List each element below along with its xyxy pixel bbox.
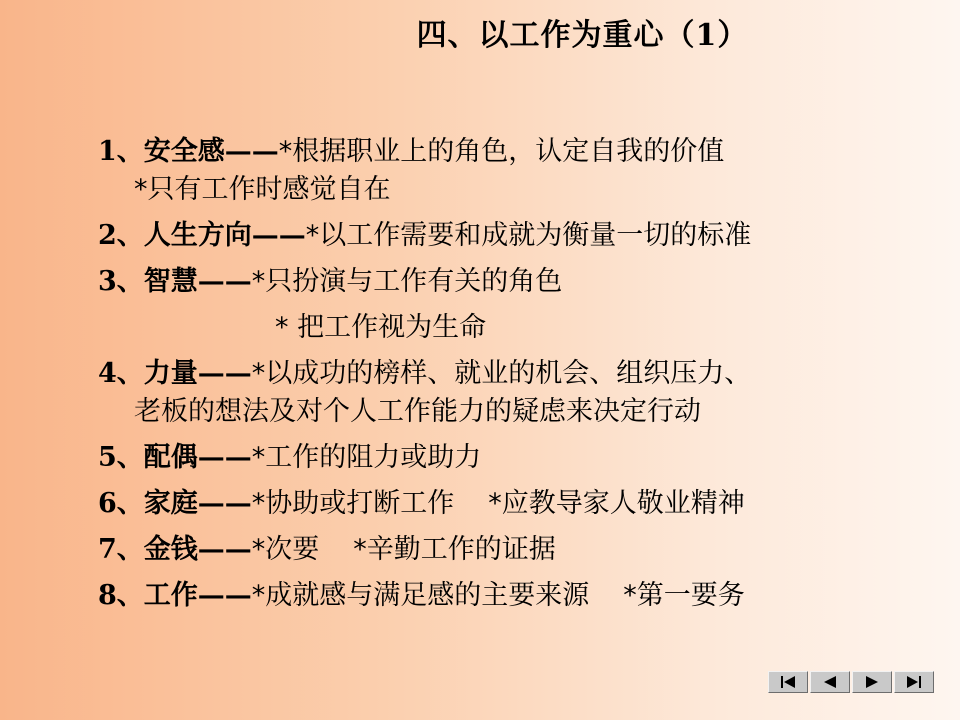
item-heading: 力量 <box>143 358 198 389</box>
item-number: 8、 <box>98 580 144 611</box>
previous-slide-icon <box>821 675 839 689</box>
item-dash: —— <box>197 488 252 519</box>
item-description: *以工作需要和成就为衡量一切的标准 <box>305 220 752 251</box>
item-description-secondary: *辛勤工作的证据 <box>353 534 556 565</box>
item-number: 4、 <box>98 358 144 389</box>
last-slide-icon <box>905 675 923 689</box>
item-heading: 人生方向 <box>143 220 252 251</box>
item-heading: 金钱 <box>143 534 198 565</box>
item-description-secondary: *第一要务 <box>623 580 745 611</box>
item-description: *工作的阻力或助力 <box>251 442 482 473</box>
item-dash: —— <box>197 442 252 473</box>
item-heading: 家庭 <box>143 488 198 519</box>
next-slide-icon <box>863 675 881 689</box>
item-description: *根据职业上的角色，认定自我的价值 <box>278 136 725 167</box>
next-slide-button[interactable] <box>852 671 892 693</box>
item-description: *只扮演与工作有关的角色 <box>251 266 563 297</box>
item-number: 1、 <box>98 136 144 167</box>
item-description: *成就感与满足感的主要来源 <box>251 580 590 611</box>
list-item-continuation <box>98 171 938 209</box>
list-item-continuation <box>98 309 938 347</box>
item-description: *只有工作时感觉自在 <box>134 174 391 205</box>
list-item <box>98 485 938 523</box>
item-dash: —— <box>224 136 279 167</box>
item-dash: —— <box>197 358 252 389</box>
list-item <box>98 217 938 255</box>
list-item <box>98 263 938 301</box>
item-description: *以成功的榜样、就业的机会、组织压力、 <box>251 358 752 389</box>
list-item <box>98 355 938 393</box>
item-dash: —— <box>197 534 252 565</box>
item-description: * 把工作视为生命 <box>275 312 487 343</box>
item-heading: 配偶 <box>143 442 198 473</box>
list-item <box>98 439 938 477</box>
item-number: 3、 <box>98 266 144 297</box>
list-item-continuation <box>98 393 938 431</box>
item-dash: —— <box>251 220 306 251</box>
item-heading: 工作 <box>143 580 198 611</box>
slide-navigation <box>768 671 936 693</box>
item-dash: —— <box>197 580 252 611</box>
item-description: 老板的想法及对个人工作能力的疑虑来决定行动 <box>134 396 701 427</box>
last-slide-button[interactable] <box>894 671 934 693</box>
previous-slide-button[interactable] <box>810 671 850 693</box>
item-description-secondary: *应教导家人敬业精神 <box>488 488 745 519</box>
item-number: 5、 <box>98 442 144 473</box>
list-item <box>98 577 938 615</box>
first-slide-icon <box>779 675 797 689</box>
item-number: 6、 <box>98 488 144 519</box>
item-number: 7、 <box>98 534 144 565</box>
item-description: *次要 <box>251 534 320 565</box>
item-description: *协助或打断工作 <box>251 488 455 519</box>
list-item <box>98 133 938 171</box>
item-dash: —— <box>197 266 252 297</box>
slide-body <box>98 133 938 623</box>
list-item <box>98 531 938 569</box>
item-heading: 安全感 <box>143 136 225 167</box>
item-heading: 智慧 <box>143 266 198 297</box>
item-number: 2、 <box>98 220 144 251</box>
slide-title: 四、以工作为重心（1） <box>416 18 749 53</box>
first-slide-button[interactable] <box>768 671 808 693</box>
